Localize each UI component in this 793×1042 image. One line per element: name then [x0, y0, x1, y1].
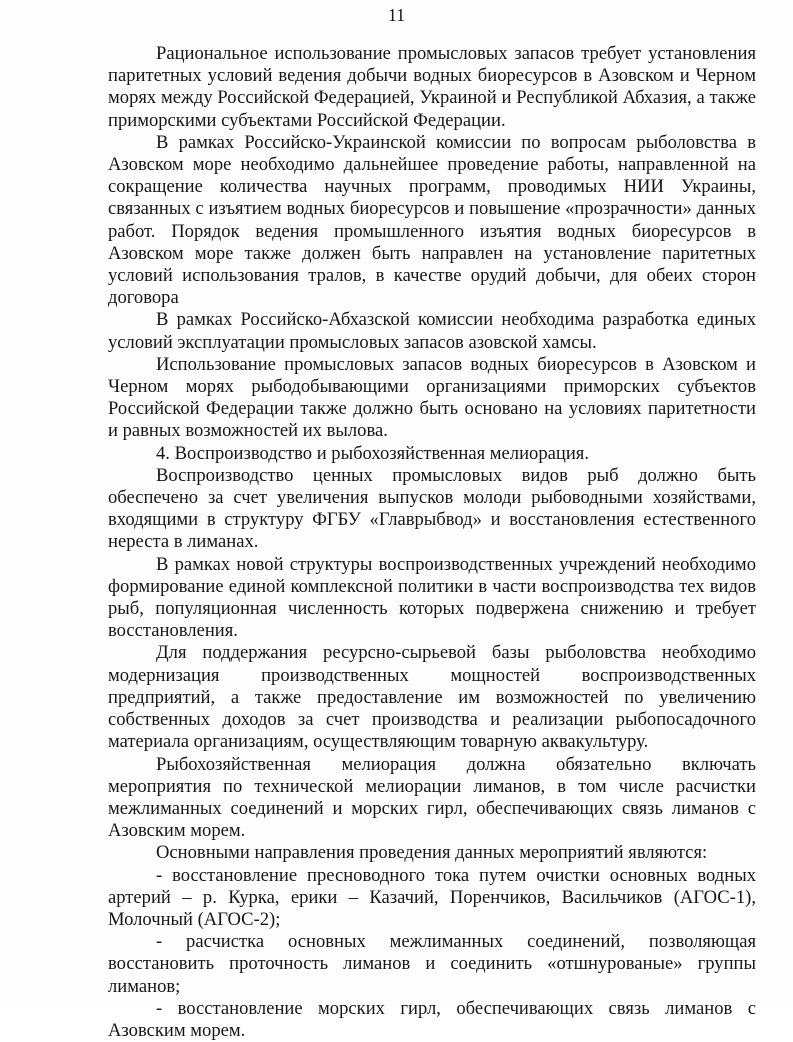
paragraph-9: Рыбохозяйственная мелиорация должна обязательно включать мероприятия по технической мелиорации лиманов, в том числе расчистки межлиманных соединений и морских гирл, обеспечивающих связь лиманов с Азовским морем. — [108, 753, 756, 842]
paragraph-7: В рамках новой структуры воспроизводственных учреждений необходимо формирование единой комплексной политики в части воспроизводства тех видов рыб, популяционная численность которых подвержена снижению и требует восстановления. — [108, 553, 756, 642]
paragraph-2: В рамках Российско-Украинской комиссии по вопросам рыболовства в Азовском море необходимо дальнейшее проведение работы, направленной на сокращение количества научных программ, проводимых НИИ Украины, связанных с изъятием водных биоресурсов и повышение «прозрачности» данных работ. Порядок ведения промышленного изъятия водных биоресурсов в Азовском море также должен быть направлен на установление паритетных условий использования тралов, в качестве орудий добычи, для обеих сторон договора — [108, 131, 756, 309]
paragraph-3: В рамках Российско-Абхазской комиссии необходима разработка единых условий эксплуатации промысловых запасов азовской хамсы. — [108, 309, 756, 353]
document-body — [108, 43, 756, 1042]
page-number: 11 — [387, 5, 406, 25]
section-heading-4: 4. Воспроизводство и рыбохозяйственная мелиорация. — [156, 442, 589, 464]
paragraph-4: Использование промысловых запасов водных биоресурсов в Азовском и Черном морях рыбодобывающими организациями приморских субъектов Российской Федерации также должно быть основано на условиях паритетности и равных возможностей их вылова. — [108, 353, 756, 442]
paragraph-10: Основными направления проведения данных мероприятий являются: — [156, 842, 708, 864]
list-item-2: - расчистка основных межлиманных соединений, позволяющая восстановить проточность лиманов и соединить «отшнурованые» группы лиманов; — [108, 931, 756, 997]
paragraph-8: Для поддержания ресурсно-сырьевой базы рыболовства необходимо модернизация производственных мощностей воспроизводственных предприятий, а также предоставление им возможностей по увеличению собственных доходов за счет производства и реализации рыбопосадочного материала организациям, осуществляющим товарную аквакультуру. — [108, 642, 756, 753]
paragraph-6: Воспроизводство ценных промысловых видов рыб должно быть обеспечено за счет увеличения выпусков молоди рыбоводными хозяйствами, входящими в структуру ФГБУ «Главрыбвод» и восстановления естественного нереста в лиманах. — [108, 464, 756, 553]
paragraph-1: Рациональное использование промысловых запасов требует установления паритетных условий ведения добычи водных биоресурсов в Азовском и Черном морях между Российской Федерацией, Украиной и Республикой Абхазия, а также приморскими субъектами Российской Федерации. — [108, 43, 756, 131]
list-item-1: - восстановление пресноводного тока путем очистки основных водных артерий – р. Курка, ерики – Казачий, Поренчиков, Васильчиков (АГОС-1), Молочный (АГОС-2); — [108, 864, 756, 930]
list-item-3: - восстановление морских гирл, обеспечивающих связь лиманов с Азовским морем. — [108, 997, 756, 1041]
